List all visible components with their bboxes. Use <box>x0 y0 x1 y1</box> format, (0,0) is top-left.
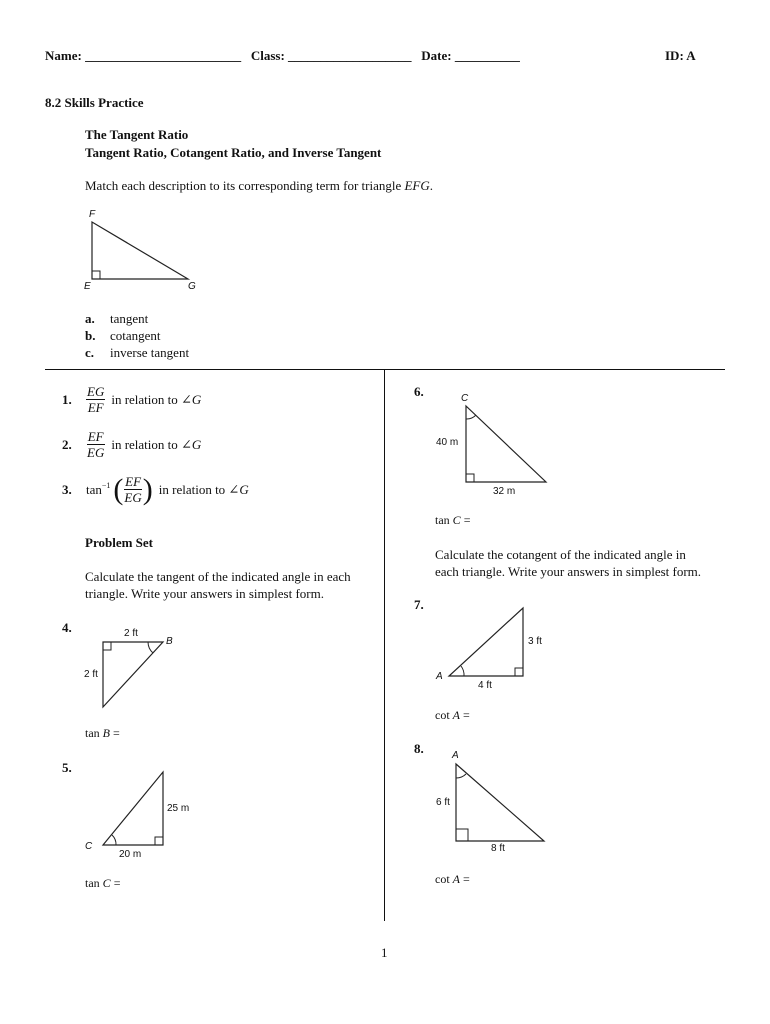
q5-bottom-label: 20 m <box>119 849 142 860</box>
choices-list <box>85 311 189 362</box>
cotangent-instruction: Calculate the cotangent of the indicated angle in each triangle. Write your answers in simplest form. <box>435 547 702 579</box>
q7-vertex-a: A <box>436 671 443 682</box>
q8-vertex-a: A <box>452 750 459 761</box>
subtitle-tangent-ratio: The Tangent Ratio <box>85 127 189 142</box>
q8-side-label: 6 ft <box>436 797 450 808</box>
fraction: $\frac{EF}{EG}$ <box>87 429 105 460</box>
q6-vertex-c: C <box>461 393 469 404</box>
question-8-number: 8. <box>414 741 424 756</box>
choice-item: b. cotangent <box>85 328 161 343</box>
vertex-e-label: E <box>84 281 91 292</box>
fraction: $\frac{EG}{EF}$ <box>87 384 105 415</box>
header <box>45 48 745 64</box>
triangle-q7 <box>440 600 535 685</box>
right-angle-mark <box>103 642 111 650</box>
q7-answer: cot A = <box>435 708 470 722</box>
horizontal-divider <box>45 369 725 370</box>
angle-arc <box>456 774 466 778</box>
triangle-q7-shape <box>449 608 523 676</box>
fraction: $\frac{EF}{EG}$ <box>124 474 142 505</box>
id-label: ID: A <box>665 48 696 63</box>
right-angle-mark <box>466 474 474 482</box>
right-angle-mark <box>515 668 523 676</box>
angle-arc <box>148 642 153 653</box>
triangle-q6-shape <box>466 406 546 482</box>
subtitle-tangent-cotangent: Tangent Ratio, Cotangent Ratio, and Inverse Tangent <box>85 145 382 160</box>
choice-item: c. inverse tangent <box>85 345 190 360</box>
column-divider <box>384 369 385 921</box>
class-blank[interactable]: ___________________ <box>288 48 412 63</box>
question-4-number: 4. <box>62 620 72 635</box>
triangle-q4 <box>95 635 175 715</box>
name-blank[interactable]: ________________________ <box>85 48 242 63</box>
name-label: Name: <box>45 48 82 63</box>
triangle-q5 <box>95 765 175 850</box>
question-2: 2. $\frac{EF}{EG}$ in relation to ∠ G <box>62 429 202 460</box>
q5-answer: tan C = <box>85 876 121 890</box>
right-paren: ) <box>142 472 153 506</box>
q4-answer: tan B = <box>85 726 120 740</box>
q4-vertex-b: B <box>166 636 173 647</box>
angle-arc <box>112 835 116 845</box>
q8-bottom-label: 8 ft <box>491 843 505 854</box>
q8-answer: cot A = <box>435 872 470 886</box>
right-angle-mark <box>155 837 163 845</box>
question-3: 3. tan $^{-1}$ ( $\frac{EF}{EG}$ ) in relation to ∠ G <box>62 472 249 506</box>
date-blank[interactable]: __________ <box>454 48 520 63</box>
q4-top-label: 2 ft <box>124 628 138 639</box>
question-7-number: 7. <box>414 597 424 612</box>
angle-arc <box>461 666 464 676</box>
date-label: Date: <box>421 48 452 63</box>
right-angle-mark <box>456 829 468 841</box>
question-5-number: 5. <box>62 760 72 775</box>
q6-bottom-label: 32 m <box>493 486 516 497</box>
left-paren: ( <box>113 472 124 506</box>
q6-side-label: 40 m <box>436 437 459 448</box>
triangle-q8 <box>450 758 550 848</box>
class-label: Class: <box>250 48 285 63</box>
vertex-f-label: F <box>89 209 96 220</box>
tangent-instruction: Calculate the tangent of the indicated angle in each triangle. Write your answers in simplest form. <box>85 569 351 601</box>
q5-side-label: 25 m <box>167 803 190 814</box>
right-angle-mark <box>92 271 100 279</box>
vertex-g-label: G <box>188 281 196 292</box>
triangle-q4-shape <box>103 642 163 707</box>
section-title: 8.2 Skills Practice <box>45 95 144 110</box>
q7-side-label: 3 ft <box>528 636 542 647</box>
choice-item: a. tangent <box>85 311 149 326</box>
q4-side-label: 2 ft <box>84 669 98 680</box>
triangle-efg-shape <box>92 222 188 279</box>
question-6-number: 6. <box>414 384 424 399</box>
problem-set-title: Problem Set <box>85 535 153 550</box>
q7-bottom-label: 4 ft <box>478 680 492 691</box>
triangle-q6 <box>460 400 555 490</box>
angle-arc <box>466 415 476 419</box>
q5-vertex-c: C <box>85 841 93 852</box>
page-number: 1 <box>381 945 388 960</box>
triangle-q8-shape <box>456 764 544 841</box>
match-instruction: Match each description to its corresponding term for triangle EFG. <box>85 178 434 193</box>
question-1: 1. $\frac{EG}{EF}$ in relation to ∠ G <box>62 384 202 415</box>
triangle-q5-shape <box>103 772 163 845</box>
q6-answer: tan C = <box>435 513 471 527</box>
